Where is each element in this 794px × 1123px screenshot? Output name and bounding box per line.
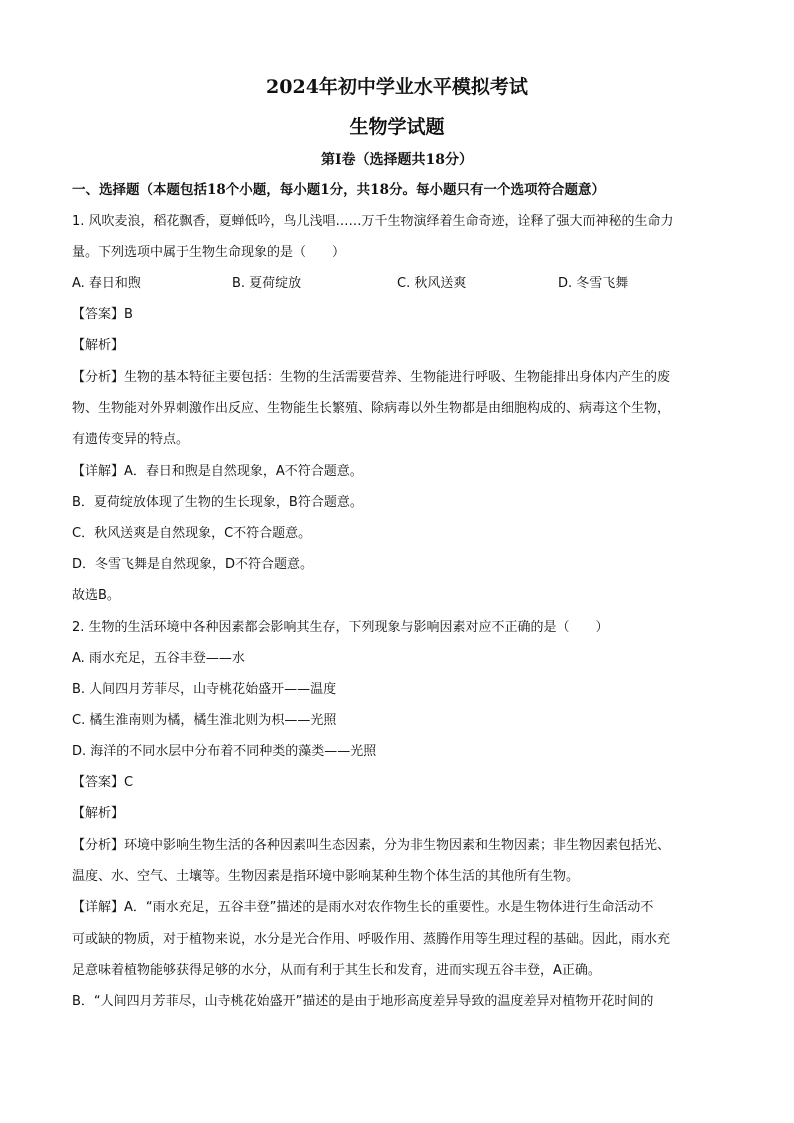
q1-detail-b: B．夏荷绽放体现了生物的生长现象，B符合题意。 — [72, 495, 363, 510]
q2-option-a: A. 雨水充足，五谷丰登——水 — [72, 651, 245, 666]
q2-option-b: B. 人间四月芳菲尽，山寺桃花始盛开——温度 — [72, 682, 337, 697]
q1-option-c: C. 秋风送爽 — [397, 276, 467, 291]
q1-conclusion: 故选B。 — [72, 588, 120, 603]
q2-option-d: D. 海洋的不同水层中分布着不同种类的藻类——光照 — [72, 744, 377, 759]
q2-detail-line3: 足意味着植物能够获得足够的水分，从而有利于其生长和发育，进而实现五谷丰登，A正确。 — [72, 963, 601, 978]
q1-analysis-line3: 有遗传变异的特点。 — [72, 432, 190, 447]
q2-analysis-label: 【解析】 — [72, 806, 125, 821]
q1-answer: 【答案】B — [72, 307, 133, 322]
q2-analysis-line2: 温度、水、空气、土壤等。生物因素是指环境中影响某种生物个体生活的其他所有生物。 — [72, 869, 580, 884]
q1-analysis-line2: 物、生物能对外界刺激作出反应、生物能生长繁殖、除病毒以外生物都是由细胞构成的、病毒这个生物， — [72, 401, 671, 416]
q2-analysis-line1: 【分析】环境中影响生物生活的各种因素叫生态因素，分为非生物因素和生物因素；非生物因素包括光、 — [72, 838, 671, 853]
q1-option-b: B. 夏荷绽放 — [232, 276, 302, 291]
q1-detail-d: D．冬雪飞舞是自然现象，D不符合题意。 — [72, 557, 314, 572]
q1-stem-line2: 量。下列选项中属于生物生命现象的是（ ） — [72, 245, 346, 260]
q1-detail-c: C．秋风送爽是自然现象，C不符合题意。 — [72, 526, 312, 541]
q1-stem-line1: 1. 风吹麦浪，稻花飘香，夏蝉低吟，鸟儿浅唱……万千生物演绎着生命奇迹，诠释了强大而神秘的生命力 — [72, 214, 674, 229]
q2-detail-line1: 【详解】A．“雨水充足，五谷丰登”描述的是雨水对农作物生长的重要性。水是生物体进行生命活动不 — [72, 900, 654, 915]
q2-detail-line4: B．“人间四月芳菲尽，山寺桃花始盛开”描述的是由于地形高度差异导致的温度差异对植物开花时间的 — [72, 994, 654, 1009]
section-heading: 一、选择题（本题包括18个小题，每小题1分，共18分。每小题只有一个选项符合题意） — [72, 182, 605, 198]
q2-stem: 2. 生物的生活环境中各种因素都会影响其生存，下列现象与影响因素对应不正确的是（ ） — [72, 620, 609, 635]
q1-analysis-label: 【解析】 — [72, 338, 125, 353]
part-title: 第Ⅰ卷（选择题共18分） — [320, 152, 474, 168]
q2-answer: 【答案】C — [72, 775, 134, 790]
q2-detail-line2: 可或缺的物质，对于植物来说，水分是光合作用、呼吸作用、蒸腾作用等生理过程的基础。因此，雨水充 — [72, 932, 671, 947]
q1-option-a: A. 春日和煦 — [72, 276, 141, 291]
exam-title: 2024年初中学业水平模拟考试 — [266, 76, 528, 98]
q1-option-d: D. 冬雪飞舞 — [558, 276, 629, 291]
q2-option-c: C. 橘生淮南则为橘，橘生淮北则为枳——光照 — [72, 713, 337, 728]
subject-title: 生物学试题 — [349, 116, 445, 138]
q1-detail-a: 【详解】A．春日和煦是自然现象，A不符合题意。 — [72, 464, 363, 479]
q1-analysis-line1: 【分析】生物的基本特征主要包括：生物的生活需要营养、生物能进行呼吸、生物能排出身体内产生的废 — [72, 370, 671, 385]
